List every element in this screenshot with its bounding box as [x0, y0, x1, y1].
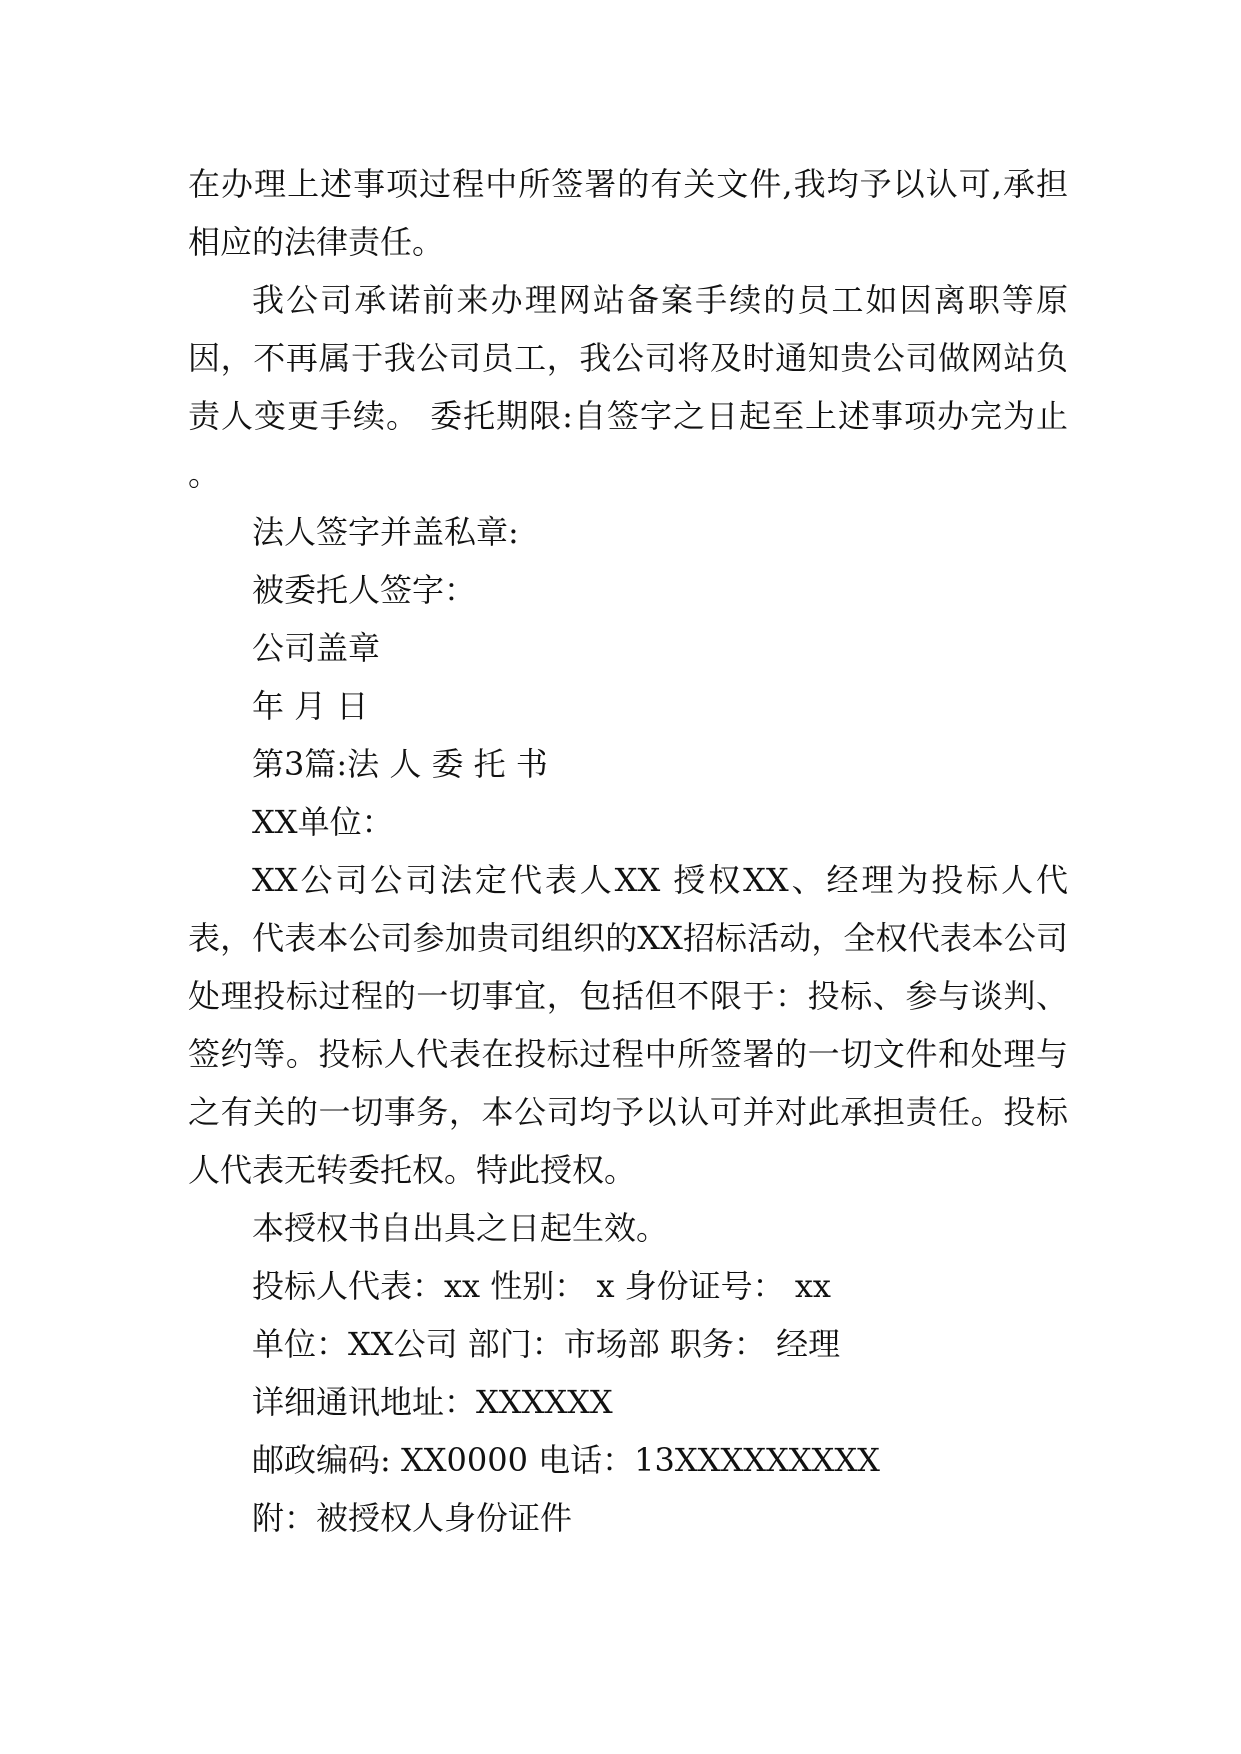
- section-title: 第3篇:法 人 委 托 书: [252, 745, 548, 783]
- paragraph-commitment: 我公司承诺前来办理网站备案手续的员工如因离职等原因，不再属于我公司员工，我公司将及时通知贵公司做网站负责人变更手续。 委托期限:自签字之日起至上述事项办完为止 。: [188, 281, 1068, 493]
- paragraph-continuation: 在办理上述事项过程中所签署的有关文件,我均予以认可,承担相应的法律责任。: [188, 165, 1068, 261]
- company-info-line: 单位：XX公司 部门：市场部 职务： 经理: [252, 1325, 841, 1363]
- paragraph-authorization: XX公司公司法定代表人XX 授权XX、经理为投标人代表，代表本公司参加贵司组织的XX招标活动，全权代表本公司处理投标过程的一切事宜，包括但不限于：投标、参与谈判、签约等。投标人代表在投标过程中所签署的一切文件和处理与之有关的一切事务，本公司均予以认可并对此承担责任。投标人代表无转委托权。特此授权。: [188, 861, 1068, 1189]
- address-line: 详细通讯地址：XXXXXX: [252, 1383, 613, 1421]
- representative-info-line: 投标人代表：xx 性别： x 身份证号： xx: [252, 1267, 831, 1305]
- addressee-line: XX单位：: [252, 803, 394, 841]
- legal-signature-line: 法人签字并盖私章:: [252, 513, 519, 551]
- date-line: 年 月 日: [252, 687, 369, 725]
- postal-phone-line: 邮政编码: XX0000 电话：13XXXXXXXXX: [252, 1441, 880, 1479]
- attachment-line: 附：被授权人身份证件: [252, 1499, 573, 1537]
- trustee-signature-line: 被委托人签字：: [252, 571, 477, 609]
- document-body: [188, 155, 1068, 1547]
- company-seal-line: 公司盖章: [252, 629, 381, 667]
- effective-line: 本授权书自出具之日起生效。: [252, 1209, 669, 1247]
